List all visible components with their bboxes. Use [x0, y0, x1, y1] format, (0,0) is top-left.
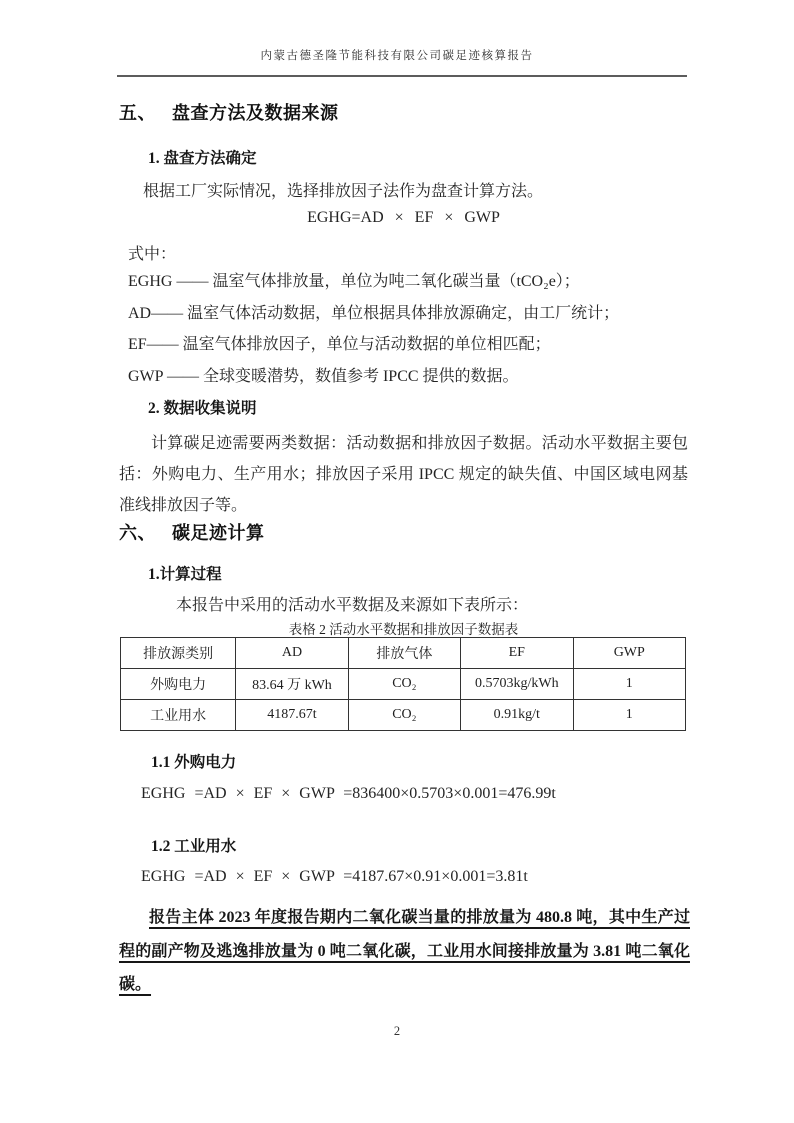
section-6-title: 碳足迹计算: [172, 523, 265, 543]
cell-ad: 4187.67t: [236, 700, 348, 731]
method-intro-paragraph: 根据工厂实际情况，选择排放因子法作为盘查计算方法。: [143, 183, 544, 200]
section-5-number: 五、: [119, 103, 156, 123]
col-header-source: 排放源类别: [121, 638, 236, 669]
table-intro-line: 本报告中采用的活动水平数据及来源如下表所示：: [176, 597, 529, 614]
water-emission-formula: EGHG =AD × EF × GWP =4187.67×0.91×0.001=3.81t: [141, 868, 528, 885]
section-5-heading: [119, 99, 339, 125]
cell-source: 外购电力: [121, 669, 236, 700]
definition-ef: EF—— 温室气体排放因子，单位与活动数据的单位相匹配；: [128, 336, 551, 354]
subsection-6-1-heading: 1.计算过程: [148, 566, 222, 583]
col-header-gwp: GWP: [573, 638, 685, 669]
cell-ef: 0.5703kg/kWh: [461, 669, 573, 700]
formula-lead-in: 式中：: [128, 246, 177, 263]
cell-gwp: 1: [573, 700, 685, 731]
header-rule: [117, 75, 687, 77]
section-6-number: 六、: [119, 523, 156, 543]
definition-gwp: GWP —— 全球变暖潜势，数值参考 IPCC 提供的数据。: [128, 368, 519, 386]
subsection-6-1-2-heading: 1.2 工业用水: [151, 838, 237, 855]
col-header-gas: 排放气体: [348, 638, 460, 669]
conclusion-paragraph: 报告主体 2023 年度报告期内二氧化碳当量的排放量为 480.8 吨，其中生产过程的副产物及逃逸排放量为 0 吨二氧化碳，工业用水间接排放量为 3.81 吨二氧化碳。: [119, 909, 690, 993]
cell-ef: 0.91kg/t: [461, 700, 573, 731]
cell-source: 工业用水: [121, 700, 236, 731]
section-5-title: 盘查方法及数据来源: [172, 103, 339, 123]
cell-gas: CO₂: [348, 700, 460, 731]
col-header-ad: AD: [236, 638, 348, 669]
ghg-formula: EGHG=AD × EF × GWP: [307, 209, 500, 226]
definition-eghg: EGHG —— 温室气体排放量，单位为吨二氧化碳当量（tCO₂e）；: [128, 273, 580, 290]
col-header-ef: EF: [461, 638, 573, 669]
table-header-row: [121, 638, 686, 669]
subsection-5-1-heading: 1. 盘查方法确定: [148, 150, 257, 167]
table-row: [121, 700, 686, 731]
electricity-emission-formula: EGHG =AD × EF × GWP =836400×0.5703×0.001=476.99t: [141, 785, 556, 802]
activity-data-table: [120, 637, 686, 731]
cell-ad: 83.64 万 kWh: [236, 669, 348, 700]
table-caption: 表格 2 活动水平数据和排放因子数据表: [288, 622, 519, 637]
cell-gas: CO₂: [348, 669, 460, 700]
formula-definitions: [128, 272, 688, 399]
page-number: 2: [393, 1024, 401, 1038]
subsection-5-2-heading: 2. 数据收集说明: [148, 400, 257, 417]
running-header-title: 内蒙古德圣隆节能科技有限公司碳足迹核算报告: [260, 50, 534, 62]
data-collection-paragraph: 计算碳足迹需要两类数据：活动数据和排放因子数据。活动水平数据主要包括：外购电力、生产用水；排放因子采用 IPCC 规定的缺失值、中国区域电网基准线排放因子等。: [119, 435, 688, 515]
cell-gwp: 1: [573, 669, 685, 700]
table-row: [121, 669, 686, 700]
subsection-6-1-1-heading: 1.1 外购电力: [151, 754, 237, 771]
definition-ad: AD—— 温室气体活动数据，单位根据具体排放源确定，由工厂统计；: [128, 304, 620, 322]
section-6-heading: [119, 519, 265, 545]
